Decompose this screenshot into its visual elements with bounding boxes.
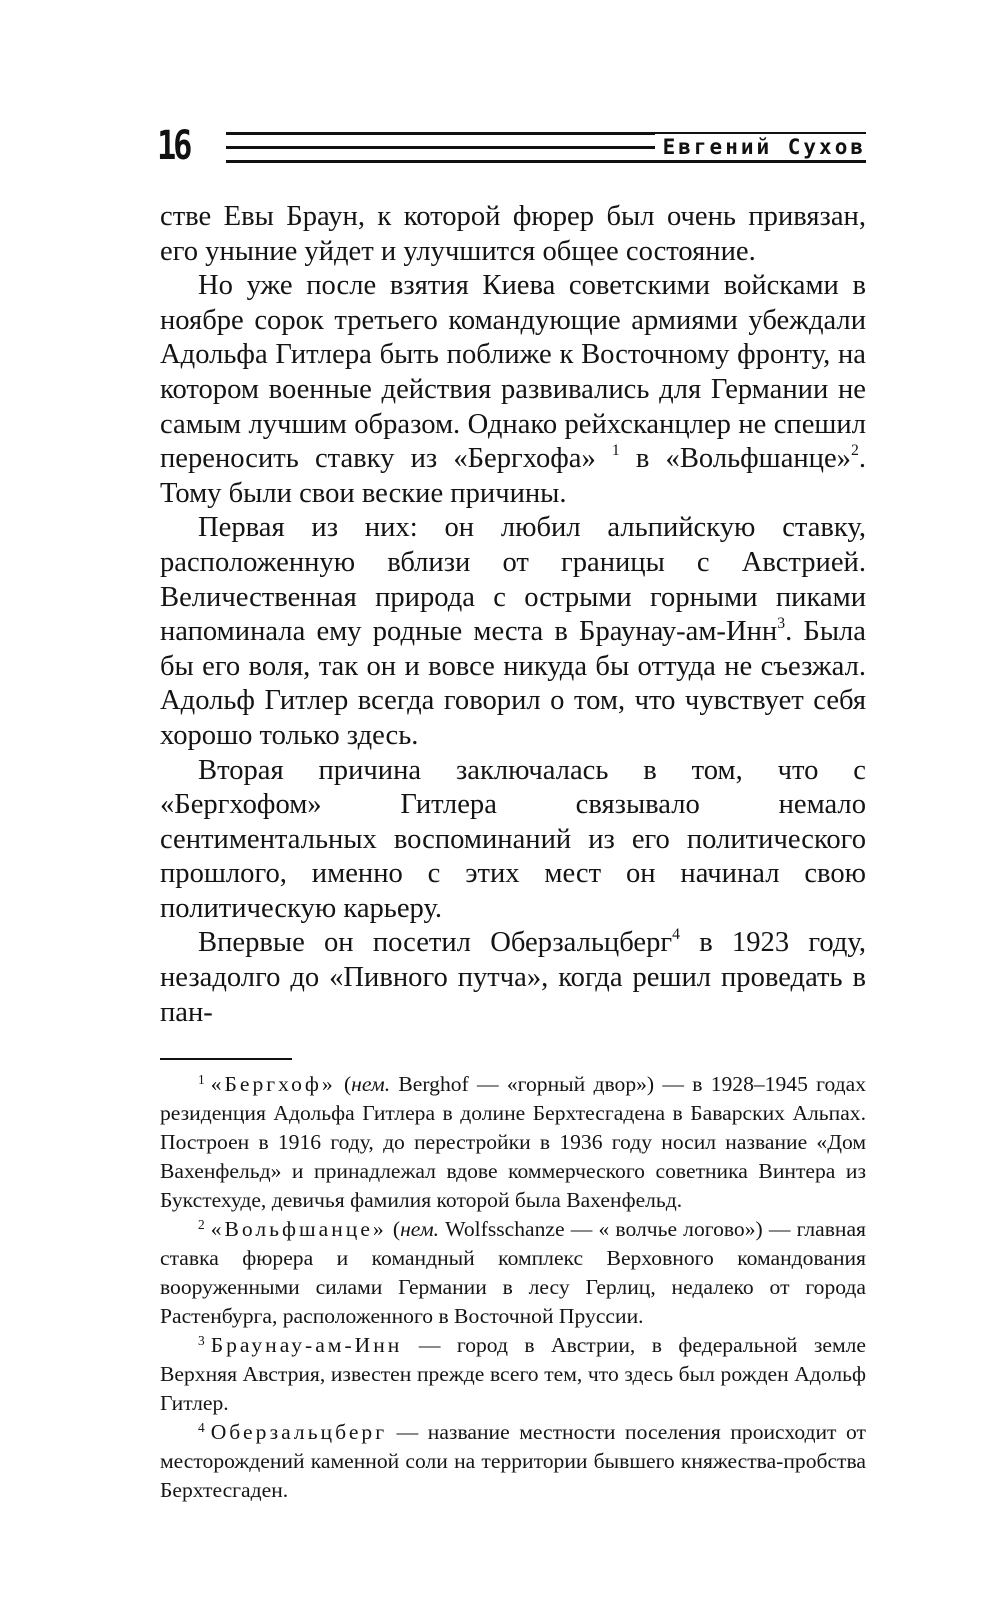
footnote-ref-1: 1 bbox=[611, 442, 620, 460]
footnote-term: «Вольфшанце» bbox=[210, 1217, 387, 1242]
footnote-ref-2: 2 bbox=[850, 442, 859, 460]
paragraph-1: стве Евы Браун, к которой фюрер был очень привязан, его уныние уйдет и улучшится общее состояние. bbox=[160, 201, 866, 267]
header-rule-bottom bbox=[226, 160, 866, 163]
paragraph-3: Первая из них: он любил альпийскую ставку, расположенную вблизи от границы с Австрией. Величественная природа с острыми горными пиками напоминала ему родные места в Браунау-ам-Инн$^3$. Была бы его воля, так он и вовсе никуда бы оттуда не съезжал. Адольф Гитлер всегда говорил о том, что чувствует себя хорошо только здесь. bbox=[160, 512, 866, 751]
footnote-3: $^3$ Браунау-ам-Инн — город в Австрии, в федеральной земле Верхняя Австрия, известен прежде всего тем, что здесь был рожден Адольф Гитлер. bbox=[160, 1332, 866, 1416]
paragraph-4: Вторая причина заключалась в том, что с «Бергхофом» Гитлера связывало немало сентиментальных воспоминаний из его политического прошлого, именно с этих мест он начинал свою политическую карьеру. bbox=[160, 754, 866, 924]
footnote-2: $^2$ «Вольфшанце» (нем. Wolfsschanze — « волчье логово») — главная ставка фюрера и командный комплекс Верховного командования вооруженными силами Германии в лесу Герлиц, недалеко от города Растенбурга, расположенного в Восточной Пруссии. bbox=[160, 1216, 866, 1329]
book-page bbox=[157, 123, 867, 1505]
footnote-ref-4: 4 bbox=[672, 926, 680, 944]
paragraph-2: Но уже после взятия Киева советскими войсками в ноябре сорок третьего командующие армиями убеждали Адольфа Гитлера быть поближе к Восточному фронту, на котором военные действия развивались для Германии не самым лучшим образом. Однако рейхсканцлер не спешил переносить ставку из «Бергхофа» $^1$ в «Вольфшанце»$^2$. Тому были свои веские причины. bbox=[160, 270, 866, 509]
footnote-1: $^1$ «Бергхоф» (нем. Berghof — «горный двор») — в 1928–1945 годах резиденция Адольфа Гитлера в долине Берхтесгадена в Баварских Альпах. Построен в 1916 году, до перестройки в 1936 году носил название «Дом Вахенфельд» и принадлежал вдове коммерческого советника Винтера из Букстехуде, девичья фамилия которой была Вахенфельд. bbox=[160, 1071, 867, 1213]
header-rule-middle bbox=[226, 146, 674, 149]
footnote-term: Браунау-ам-Инн bbox=[210, 1333, 403, 1358]
running-head bbox=[157, 123, 866, 172]
page-number: 16 bbox=[157, 123, 190, 169]
footnote-term: «Бергхоф» bbox=[210, 1072, 336, 1097]
footnote-ref-3: 3 bbox=[777, 615, 786, 633]
footnotes bbox=[160, 1070, 866, 1505]
footnote-separator bbox=[160, 1058, 292, 1060]
running-head-author: Евгений Сухов bbox=[655, 134, 866, 160]
paragraph-5: Впервые он посетил Оберзальцберг$^4$ в 1923 году, незадолго до «Пивного путча», когда решил проведать в пан- bbox=[160, 926, 866, 1028]
footnote-term: Оберзальцберг bbox=[210, 1420, 388, 1445]
footnote-4: $^4$ Оберзальцберг — название местности поселения происходит от месторождений каменной соли на территории бывшего княжества-пробства Берхтесгаден. bbox=[160, 1419, 866, 1503]
main-text bbox=[160, 200, 866, 1030]
